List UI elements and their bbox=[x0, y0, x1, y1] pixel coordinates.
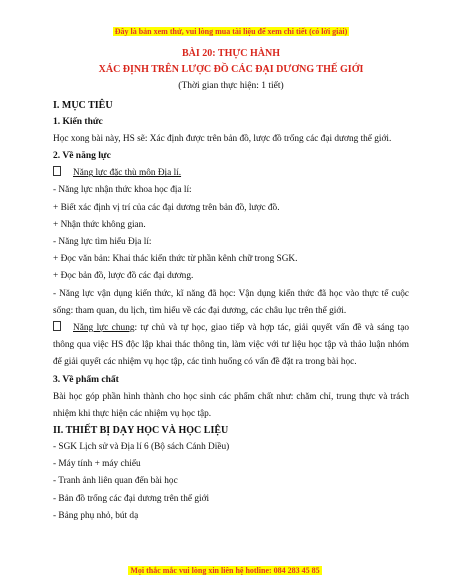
special-competence-line bbox=[53, 165, 409, 182]
lesson-duration: (Thời gian thực hiện: 1 tiết) bbox=[178, 81, 284, 91]
checkbox-bullet-icon bbox=[53, 321, 61, 331]
hotline-footer-wrap bbox=[0, 563, 450, 576]
apply-competence-text: - Năng lực vận dụng kiến thức, kĩ năng đã học: Vận dụng kiến thức đã học vào thực tế cuộc sống: tham quan, du lịch, tìm hiểu về các đại dương, các châu lục trên thế giới. bbox=[53, 288, 409, 316]
equipment-item: - Bảng phụ nhỏ, bút dạ bbox=[53, 510, 139, 521]
quality-text: Bài học góp phần hình thành cho học sinh các phẩm chất như: chăm chỉ, trung thực và trách nhiệm khi thực hiện các nhiệm vụ học tập. bbox=[53, 391, 409, 419]
competence-heading: 2. Về năng lực bbox=[53, 151, 111, 162]
equipment-item: - SGK Lịch sử và Địa lí 6 (Bộ sách Cánh Diều) bbox=[53, 442, 230, 453]
document-page bbox=[53, 24, 409, 525]
section-objectives-heading: I. MỤC TIÊU bbox=[53, 100, 113, 111]
equipment-item: - Bản đồ trống các đại dương trên thế giới bbox=[53, 493, 210, 504]
checkbox-bullet-icon bbox=[53, 166, 61, 176]
general-competence-label: Năng lực chung bbox=[73, 323, 135, 334]
competence-line: + Nhận thức không gian. bbox=[53, 219, 146, 230]
special-competence-label: Năng lực đặc thù môn Địa lí. bbox=[73, 168, 182, 179]
competence-line: + Biết xác định vị trí của các đại dương trên bản đồ, lược đồ. bbox=[53, 202, 280, 213]
preview-banner: Đây là bản xem thử, vui lòng mua tài liệu để xem chi tiết (có lời giải) bbox=[114, 27, 348, 36]
preview-banner-wrap bbox=[53, 24, 409, 36]
competence-line: - Năng lực tìm hiểu Địa lí: bbox=[53, 237, 152, 248]
equipment-item: - Máy tính + máy chiếu bbox=[53, 459, 141, 470]
equipment-item: - Tranh ảnh liên quan đến bài học bbox=[53, 476, 178, 487]
competence-line: + Đọc văn bản: Khai thác kiến thức từ phần kênh chữ trong SGK. bbox=[53, 254, 298, 265]
competence-line: - Năng lực nhận thức khoa học địa lí: bbox=[53, 185, 192, 196]
hotline-footer: Mọi thắc mắc vui lòng xin liên hệ hotline: 084 283 45 85 bbox=[130, 566, 320, 575]
section-equipment-heading: II. THIẾT BỊ DẠY HỌC VÀ HỌC LIỆU bbox=[53, 425, 229, 437]
quality-heading: 3. Về phẩm chất bbox=[53, 374, 119, 385]
general-competence-text: : tự chủ và tự học, giao tiếp và hợp tác, giải quyết vấn đề và sáng tạo thông qua việc HS độc lập khai thác thông tin, làm việc với tư liệu học tập và thảo luận nhóm để giải quyết các nhiệm vụ học tập, các tình huống có vấn đề đặt ra trong bài học. bbox=[53, 323, 409, 368]
lesson-title: BÀI 20: THỰC HÀNH bbox=[181, 48, 281, 59]
knowledge-text: Học xong bài này, HS sẽ: Xác định được trên bản đồ, lược đồ trống các đại dương thế giới. bbox=[53, 134, 392, 144]
title-block bbox=[53, 46, 409, 94]
competence-line: + Đọc bản đồ, lược đồ các đại dương. bbox=[53, 271, 194, 282]
lesson-topic: XÁC ĐỊNH TRÊN LƯỢC ĐỒ CÁC ĐẠI DƯƠNG THẾ GIỚI bbox=[98, 64, 364, 75]
knowledge-heading: 1. Kiến thức bbox=[53, 117, 103, 127]
general-competence-paragraph bbox=[53, 320, 409, 372]
